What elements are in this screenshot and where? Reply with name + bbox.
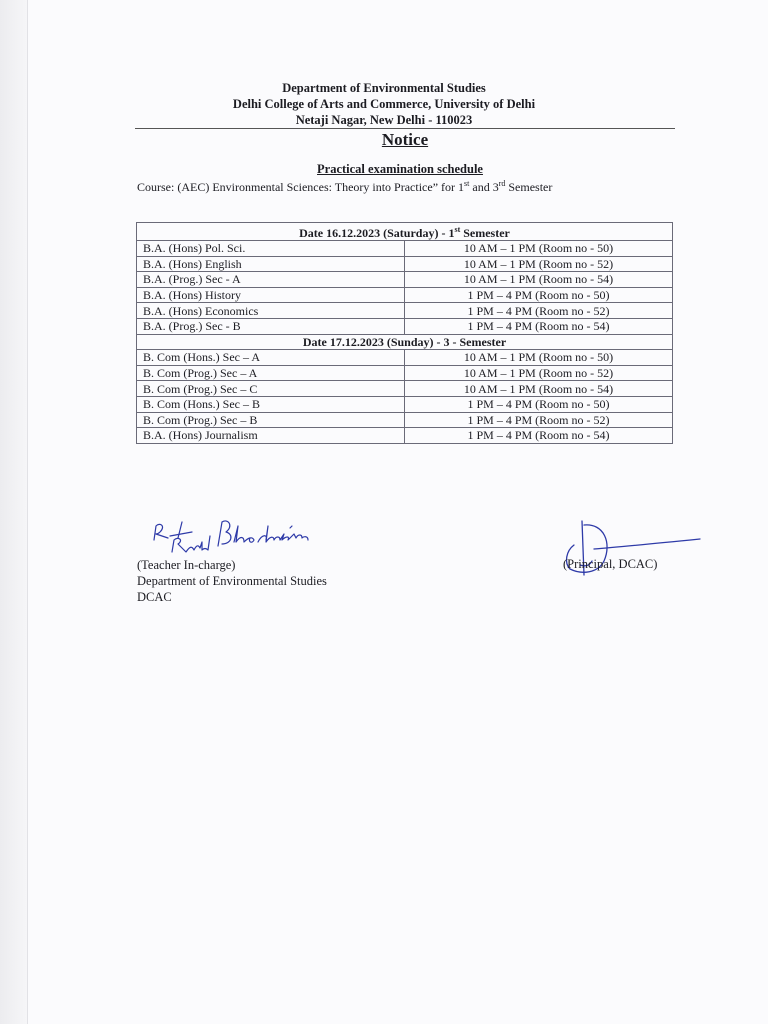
course-middle: and 3 xyxy=(469,180,499,194)
time-cell: 1 PM – 4 PM (Room no - 54) xyxy=(405,318,673,334)
section-header-row xyxy=(137,223,673,241)
section-1-header xyxy=(137,223,673,241)
course-suffix: Semester xyxy=(505,180,553,194)
notice-title: Notice xyxy=(381,130,429,149)
teacher-department: Department of Environmental Studies xyxy=(137,574,327,588)
table-row xyxy=(137,428,673,444)
time-cell: 10 AM – 1 PM (Room no - 54) xyxy=(405,272,673,288)
course-cell: B.A. (Hons) Pol. Sci. xyxy=(137,241,405,257)
course-cell: B.A. (Hons) English xyxy=(137,256,405,272)
college-heading: Delhi College of Arts and Commerce, University of Delhi xyxy=(232,97,536,111)
department-heading: Department of Environmental Studies xyxy=(282,81,486,95)
teacher-institution: DCAC xyxy=(137,590,172,604)
time-cell: 10 AM – 1 PM (Room no - 54) xyxy=(405,381,673,397)
table-row xyxy=(137,241,673,257)
header-divider xyxy=(135,128,675,129)
table-row xyxy=(137,412,673,428)
course-cell: B. Com (Prog.) Sec – C xyxy=(137,381,405,397)
table-row xyxy=(137,365,673,381)
principal-signature-block xyxy=(563,557,657,572)
table-row xyxy=(137,318,673,334)
teacher-signature-block xyxy=(137,557,327,605)
course-sup-2: rd xyxy=(498,179,506,188)
teacher-role: (Teacher In-charge) xyxy=(137,558,236,572)
course-cell: B. Com (Hons.) Sec – A xyxy=(137,350,405,366)
principal-role: (Principal, DCAC) xyxy=(563,557,658,571)
time-cell: 10 AM – 1 PM (Room no - 52) xyxy=(405,256,673,272)
table-row xyxy=(137,350,673,366)
course-cell: B.A. (Hons) Economics xyxy=(137,303,405,319)
course-sup-1: st xyxy=(464,179,470,188)
time-cell: 1 PM – 4 PM (Room no - 50) xyxy=(405,396,673,412)
principal-signature xyxy=(560,515,710,585)
table-row xyxy=(137,287,673,303)
section-header-row xyxy=(137,334,673,350)
course-cell: B.A. (Prog.) Sec - B xyxy=(137,318,405,334)
table-row xyxy=(137,303,673,319)
course-line xyxy=(137,179,552,195)
course-cell: B. Com (Prog.) Sec – A xyxy=(137,365,405,381)
teacher-signature xyxy=(148,508,338,558)
course-prefix: Course: (AEC) Environmental Sciences: Theory into Practice” for 1 xyxy=(137,180,465,194)
section-1-suffix: Semester xyxy=(460,226,510,240)
time-cell: 1 PM – 4 PM (Room no - 50) xyxy=(405,287,673,303)
time-cell: 1 PM – 4 PM (Room no - 54) xyxy=(405,428,673,444)
time-cell: 1 PM – 4 PM (Room no - 52) xyxy=(405,412,673,428)
time-cell: 10 AM – 1 PM (Room no - 50) xyxy=(405,241,673,257)
schedule-subtitle: Practical examination schedule xyxy=(317,162,483,176)
address-heading: Netaji Nagar, New Delhi - 110023 xyxy=(295,113,473,127)
course-cell: B.A. (Prog.) Sec - A xyxy=(137,272,405,288)
section-1-prefix: Date 16.12.2023 (Saturday) - 1 xyxy=(299,226,455,240)
course-cell: B.A. (Hons) Journalism xyxy=(137,428,405,444)
table-row xyxy=(137,396,673,412)
course-cell: B. Com (Prog.) Sec – B xyxy=(137,412,405,428)
time-cell: 10 AM – 1 PM (Room no - 52) xyxy=(405,365,673,381)
schedule-table xyxy=(136,222,673,444)
table-row xyxy=(137,256,673,272)
table-row xyxy=(137,272,673,288)
course-cell: B. Com (Hons.) Sec – B xyxy=(137,396,405,412)
section-1-sup: st xyxy=(454,225,461,234)
time-cell: 1 PM – 4 PM (Room no - 52) xyxy=(405,303,673,319)
table-row xyxy=(137,381,673,397)
time-cell: 10 AM – 1 PM (Room no - 50) xyxy=(405,350,673,366)
page-edge xyxy=(0,0,28,1024)
course-cell: B.A. (Hons) History xyxy=(137,287,405,303)
section-2-header: Date 17.12.2023 (Sunday) - 3 - Semester xyxy=(137,334,673,350)
